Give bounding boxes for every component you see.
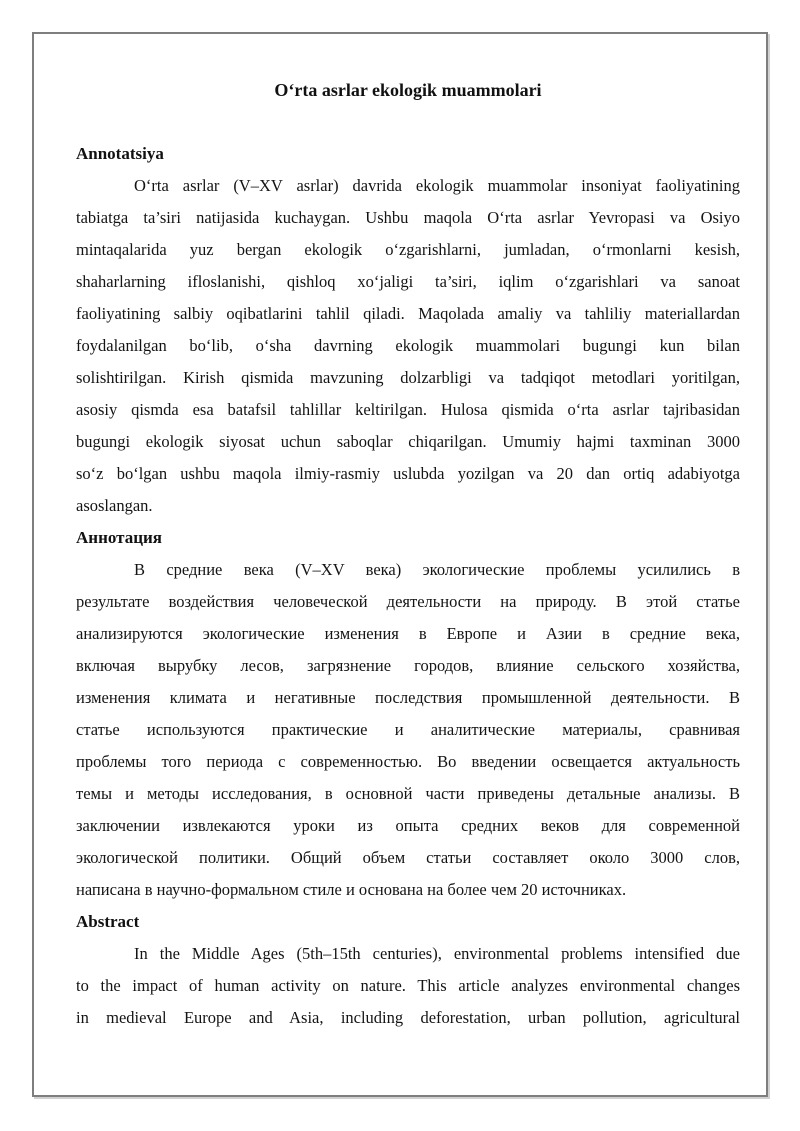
paragraph-russian xyxy=(76,554,740,906)
paragraph-line: O‘rta asrlar (V–XV asrlar) davrida ekologik muammolar insoniyat faoliyatining xyxy=(134,176,740,195)
section-heading-annotatsiya: Annotatsiya xyxy=(76,144,164,163)
spacer xyxy=(76,106,740,138)
section-heading-annotaciya: Аннотация xyxy=(76,528,162,547)
paragraph-line: tabiatga ta’siri natijasida kuchaygan. Ushbu maqola O‘rta asrlar Yevropasi va Osiyo xyxy=(76,208,740,227)
paragraph-line: faoliyatining salbiy oqibatlarini tahlil qiladi. Maqolada amaliy va tahliliy materiallardan xyxy=(76,304,740,323)
paragraph-english xyxy=(76,938,740,1034)
paragraph-line: статье используются практические и аналитические материалы, сравнивая xyxy=(76,720,740,739)
paragraph-line: in medieval Europe and Asia, including deforestation, urban pollution, agricultural xyxy=(76,1008,740,1027)
paragraph-line: изменения климата и негативные последствия промышленной деятельности. В xyxy=(76,688,740,707)
paragraph-line: foydalanilgan bo‘lib, o‘sha davrning ekologik muammolari bugungi kun bilan xyxy=(76,336,740,355)
paragraph-line: проблемы того периода с современностью. Во введении освещается актуальность xyxy=(76,752,740,771)
page-border-frame xyxy=(32,32,768,1097)
paragraph-line: экологической политики. Общий объем статьи составляет около 3000 слов, xyxy=(76,848,740,867)
paragraph-line: заключении извлекаются уроки из опыта средних веков для современной xyxy=(76,816,740,835)
paragraph-line: написана в научно-формальном стиле и основана на более чем 20 источниках. xyxy=(76,880,627,899)
paragraph-line: темы и методы исследования, в основной части приведены детальные анализы. В xyxy=(76,784,740,803)
paragraph-line: mintaqalarida yuz bergan ekologik o‘zgarishlarni, jumladan, o‘rmonlarni kesish, xyxy=(76,240,740,259)
paragraph-line: bugungi ekologik siyosat uchun saboqlar chiqarilgan. Umumiy hajmi taxminan 3000 xyxy=(76,432,740,451)
paragraph-line: shaharlarning ifloslanishi, qishloq xo‘jaligi ta’siri, iqlim o‘zgarishlari va sanoat xyxy=(76,272,740,291)
document-title: O‘rta asrlar ekologik muammolari xyxy=(274,80,542,100)
paragraph-line: анализируются экологические изменения в Европе и Азии в средние века, xyxy=(76,624,740,643)
paragraph-line: so‘z bo‘lgan ushbu maqola ilmiy-rasmiy uslubda yozilgan va 20 dan ortiq adabiyotga xyxy=(76,464,740,483)
paragraph-line: In the Middle Ages (5th–15th centuries), environmental problems intensified due xyxy=(134,944,740,963)
paragraph-uzbek xyxy=(76,170,740,522)
paragraph-line: asoslangan. xyxy=(76,496,153,515)
paragraph-line: включая вырубку лесов, загрязнение городов, влияние сельского хозяйства, xyxy=(76,656,740,675)
paragraph-line: to the impact of human activity on nature. This article analyzes environmental changes xyxy=(76,976,740,995)
paragraph-line: asosiy qismda esa batafsil tahlillar keltirilgan. Hulosa qismida o‘rta asrlar tajribasidan xyxy=(76,400,740,419)
paragraph-line: результате воздействия человеческой деятельности на природу. В этой статье xyxy=(76,592,740,611)
section-heading-abstract: Abstract xyxy=(76,912,140,931)
paragraph-line: В средние века (V–XV века) экологические проблемы усилились в xyxy=(134,560,740,579)
paragraph-line: solishtirilgan. Kirish qismida mavzuning dolzarbligi va tadqiqot metodlari yoritilgan, xyxy=(76,368,740,387)
